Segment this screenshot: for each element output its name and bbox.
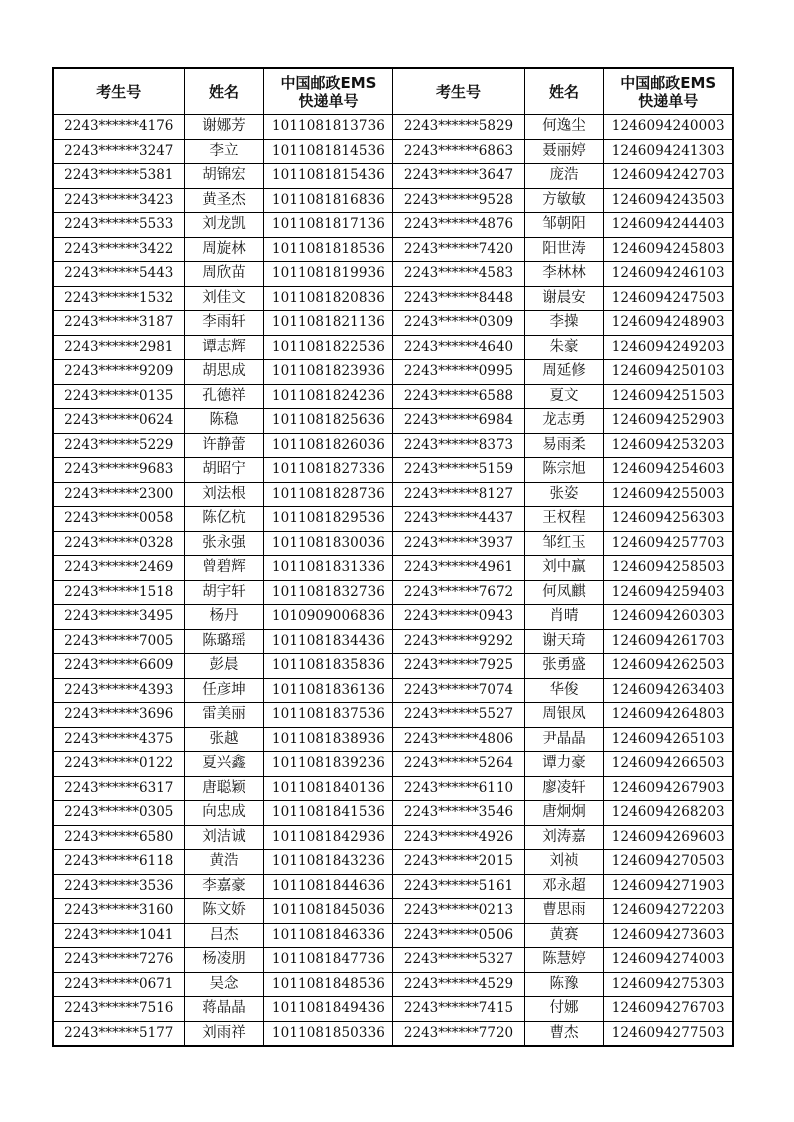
ems-tracking-table [52, 67, 734, 1047]
cell-name-right: 夏文 [524, 384, 604, 409]
cell-exam-id-right: 2243******7720 [393, 1021, 524, 1046]
cell-exam-id-left: 2243******0058 [53, 507, 184, 532]
cell-ems-number-left: 1011081816836 [264, 188, 393, 213]
header-ems-line1: 中国邮政EMS [620, 73, 717, 92]
cell-ems-number-left: 1010909006836 [264, 605, 393, 630]
cell-exam-id-right: 2243******4876 [393, 213, 524, 238]
cell-exam-id-left: 2243******1532 [53, 286, 184, 311]
cell-ems-number-left: 1011081844636 [264, 874, 393, 899]
cell-ems-number-right: 1246094240003 [604, 115, 733, 140]
table-row [53, 825, 733, 850]
cell-exam-id-right: 2243******8373 [393, 433, 524, 458]
table-row [53, 899, 733, 924]
cell-ems-number-right: 1246094269603 [604, 825, 733, 850]
cell-exam-id-right: 2243******5327 [393, 948, 524, 973]
cell-exam-id-left: 2243******5443 [53, 262, 184, 287]
cell-ems-number-right: 1246094255003 [604, 482, 733, 507]
cell-ems-number-left: 1011081824236 [264, 384, 393, 409]
cell-name-left: 唐聪颖 [184, 776, 264, 801]
cell-ems-number-right: 1246094265103 [604, 727, 733, 752]
cell-exam-id-right: 2243******5161 [393, 874, 524, 899]
cell-name-left: 曾碧辉 [184, 556, 264, 581]
cell-name-left: 胡思成 [184, 360, 264, 385]
cell-exam-id-left: 2243******2469 [53, 556, 184, 581]
cell-name-left: 刘洁诚 [184, 825, 264, 850]
cell-exam-id-right: 2243******4437 [393, 507, 524, 532]
cell-exam-id-right: 2243******3937 [393, 531, 524, 556]
table-body [53, 115, 733, 1047]
cell-ems-number-left: 1011081830036 [264, 531, 393, 556]
cell-exam-id-right: 2243******4640 [393, 335, 524, 360]
cell-exam-id-right: 2243******4806 [393, 727, 524, 752]
cell-ems-number-left: 1011081818536 [264, 237, 393, 262]
document-page [52, 67, 734, 1047]
cell-name-right: 谭力豪 [524, 752, 604, 777]
table-row [53, 286, 733, 311]
cell-exam-id-left: 2243******3536 [53, 874, 184, 899]
cell-name-left: 雷美丽 [184, 703, 264, 728]
cell-ems-number-left: 1011081821136 [264, 311, 393, 336]
cell-exam-id-left: 2243******5229 [53, 433, 184, 458]
cell-exam-id-left: 2243******3423 [53, 188, 184, 213]
table-row [53, 972, 733, 997]
table-row [53, 727, 733, 752]
cell-ems-number-left: 1011081846336 [264, 923, 393, 948]
cell-ems-number-right: 1246094247503 [604, 286, 733, 311]
cell-ems-number-right: 1246094244403 [604, 213, 733, 238]
cell-ems-number-right: 1246094266503 [604, 752, 733, 777]
cell-exam-id-right: 2243******7420 [393, 237, 524, 262]
cell-name-left: 吴念 [184, 972, 264, 997]
cell-exam-id-left: 2243******6609 [53, 654, 184, 679]
cell-name-left: 胡宇轩 [184, 580, 264, 605]
cell-exam-id-right: 2243******3546 [393, 801, 524, 826]
cell-ems-number-right: 1246094246103 [604, 262, 733, 287]
cell-name-left: 夏兴鑫 [184, 752, 264, 777]
cell-exam-id-right: 2243******2015 [393, 850, 524, 875]
table-row [53, 311, 733, 336]
cell-name-right: 邓永超 [524, 874, 604, 899]
cell-ems-number-right: 1246094275303 [604, 972, 733, 997]
cell-name-right: 王权程 [524, 507, 604, 532]
header-exam-id-left: 考生号 [53, 68, 184, 115]
cell-ems-number-right: 1246094271903 [604, 874, 733, 899]
cell-ems-number-right: 1246094253203 [604, 433, 733, 458]
cell-exam-id-right: 2243******6863 [393, 139, 524, 164]
cell-ems-number-right: 1246094268203 [604, 801, 733, 826]
cell-ems-number-right: 1246094260303 [604, 605, 733, 630]
cell-ems-number-right: 1246094273603 [604, 923, 733, 948]
cell-name-right: 庞浩 [524, 164, 604, 189]
cell-name-left: 黄圣杰 [184, 188, 264, 213]
cell-name-right: 刘祯 [524, 850, 604, 875]
cell-exam-id-right: 2243******4583 [393, 262, 524, 287]
cell-exam-id-right: 2243******8448 [393, 286, 524, 311]
cell-ems-number-right: 1246094270503 [604, 850, 733, 875]
cell-ems-number-left: 1011081845036 [264, 899, 393, 924]
cell-name-right: 曹思雨 [524, 899, 604, 924]
table-row [53, 654, 733, 679]
cell-ems-number-right: 1246094262503 [604, 654, 733, 679]
table-row [53, 556, 733, 581]
header-row [53, 68, 733, 115]
header-ems-line2: 快递单号 [638, 91, 699, 110]
cell-ems-number-left: 1011081848536 [264, 972, 393, 997]
cell-name-right: 邹朝阳 [524, 213, 604, 238]
cell-ems-number-right: 1246094249203 [604, 335, 733, 360]
table-row [53, 507, 733, 532]
cell-name-right: 阳世涛 [524, 237, 604, 262]
cell-ems-number-left: 1011081839236 [264, 752, 393, 777]
cell-name-right: 聂丽婷 [524, 139, 604, 164]
cell-name-left: 胡锦宏 [184, 164, 264, 189]
cell-name-left: 彭晨 [184, 654, 264, 679]
header-name-left: 姓名 [184, 68, 264, 115]
cell-name-right: 肖晴 [524, 605, 604, 630]
cell-name-left: 李嘉豪 [184, 874, 264, 899]
cell-ems-number-right: 1246094272203 [604, 899, 733, 924]
cell-exam-id-right: 2243******7925 [393, 654, 524, 679]
cell-exam-id-left: 2243******3160 [53, 899, 184, 924]
cell-ems-number-left: 1011081832736 [264, 580, 393, 605]
table-row [53, 213, 733, 238]
cell-name-right: 廖凌轩 [524, 776, 604, 801]
cell-exam-id-left: 2243******9209 [53, 360, 184, 385]
cell-exam-id-left: 2243******7516 [53, 997, 184, 1022]
table-row [53, 923, 733, 948]
cell-ems-number-left: 1011081840136 [264, 776, 393, 801]
cell-name-right: 张勇盛 [524, 654, 604, 679]
cell-ems-number-left: 1011081834436 [264, 629, 393, 654]
cell-name-right: 谢晨安 [524, 286, 604, 311]
cell-name-left: 黄浩 [184, 850, 264, 875]
cell-name-right: 陈豫 [524, 972, 604, 997]
cell-ems-number-left: 1011081820836 [264, 286, 393, 311]
cell-name-right: 尹晶晶 [524, 727, 604, 752]
cell-exam-id-left: 2243******7276 [53, 948, 184, 973]
cell-ems-number-left: 1011081850336 [264, 1021, 393, 1046]
table-row [53, 139, 733, 164]
cell-exam-id-right: 2243******5159 [393, 458, 524, 483]
cell-exam-id-left: 2243******6580 [53, 825, 184, 850]
table-row [53, 458, 733, 483]
cell-ems-number-left: 1011081835836 [264, 654, 393, 679]
header-ems-line2: 快递单号 [298, 91, 359, 110]
table-row [53, 409, 733, 434]
cell-name-right: 易雨柔 [524, 433, 604, 458]
cell-exam-id-right: 2243******4926 [393, 825, 524, 850]
table-row [53, 752, 733, 777]
cell-exam-id-right: 2243******0943 [393, 605, 524, 630]
cell-name-right: 朱豪 [524, 335, 604, 360]
header-name-right: 姓名 [524, 68, 604, 115]
table-row [53, 335, 733, 360]
cell-ems-number-left: 1011081842936 [264, 825, 393, 850]
cell-ems-number-left: 1011081814536 [264, 139, 393, 164]
cell-ems-number-right: 1246094261703 [604, 629, 733, 654]
cell-name-right: 何凤麒 [524, 580, 604, 605]
cell-exam-id-left: 2243******5533 [53, 213, 184, 238]
cell-ems-number-left: 1011081829536 [264, 507, 393, 532]
table-row [53, 164, 733, 189]
cell-exam-id-right: 2243******7074 [393, 678, 524, 703]
cell-exam-id-left: 2243******4176 [53, 115, 184, 140]
cell-exam-id-right: 2243******3647 [393, 164, 524, 189]
cell-exam-id-left: 2243******3247 [53, 139, 184, 164]
cell-ems-number-left: 1011081819936 [264, 262, 393, 287]
cell-exam-id-right: 2243******0995 [393, 360, 524, 385]
cell-ems-number-right: 1246094254603 [604, 458, 733, 483]
cell-ems-number-left: 1011081836136 [264, 678, 393, 703]
cell-exam-id-right: 2243******9528 [393, 188, 524, 213]
table-row [53, 237, 733, 262]
cell-ems-number-right: 1246094243503 [604, 188, 733, 213]
cell-name-right: 邹红玉 [524, 531, 604, 556]
cell-name-right: 张姿 [524, 482, 604, 507]
table-row [53, 1021, 733, 1046]
cell-ems-number-left: 1011081817136 [264, 213, 393, 238]
cell-exam-id-right: 2243******0213 [393, 899, 524, 924]
cell-exam-id-right: 2243******6110 [393, 776, 524, 801]
cell-ems-number-left: 1011081837536 [264, 703, 393, 728]
cell-exam-id-left: 2243******3696 [53, 703, 184, 728]
cell-ems-number-left: 1011081813736 [264, 115, 393, 140]
cell-name-left: 孔德祥 [184, 384, 264, 409]
cell-exam-id-left: 2243******1041 [53, 923, 184, 948]
cell-name-left: 谢娜芳 [184, 115, 264, 140]
cell-name-left: 张永强 [184, 531, 264, 556]
cell-name-left: 刘龙凯 [184, 213, 264, 238]
cell-ems-number-left: 1011081831336 [264, 556, 393, 581]
cell-name-left: 蒋晶晶 [184, 997, 264, 1022]
cell-exam-id-left: 2243******0135 [53, 384, 184, 409]
table-row [53, 703, 733, 728]
cell-ems-number-left: 1011081826036 [264, 433, 393, 458]
cell-ems-number-right: 1246094242703 [604, 164, 733, 189]
cell-name-right: 付娜 [524, 997, 604, 1022]
cell-exam-id-left: 2243******3187 [53, 311, 184, 336]
cell-name-left: 吕杰 [184, 923, 264, 948]
cell-name-left: 李立 [184, 139, 264, 164]
cell-name-right: 华俊 [524, 678, 604, 703]
cell-ems-number-right: 1246094248903 [604, 311, 733, 336]
cell-name-left: 陈稳 [184, 409, 264, 434]
cell-name-left: 刘法根 [184, 482, 264, 507]
cell-ems-number-right: 1246094274003 [604, 948, 733, 973]
cell-exam-id-left: 2243******0122 [53, 752, 184, 777]
cell-ems-number-right: 1246094250103 [604, 360, 733, 385]
cell-name-right: 刘中赢 [524, 556, 604, 581]
cell-name-right: 方敏敏 [524, 188, 604, 213]
cell-exam-id-left: 2243******2981 [53, 335, 184, 360]
cell-exam-id-right: 2243******8127 [393, 482, 524, 507]
cell-exam-id-left: 2243******0328 [53, 531, 184, 556]
table-row [53, 678, 733, 703]
cell-exam-id-right: 2243******7415 [393, 997, 524, 1022]
cell-name-right: 周银凤 [524, 703, 604, 728]
cell-ems-number-right: 1246094245803 [604, 237, 733, 262]
cell-exam-id-right: 2243******4961 [393, 556, 524, 581]
cell-ems-number-right: 1246094267903 [604, 776, 733, 801]
table-row [53, 433, 733, 458]
cell-ems-number-right: 1246094241303 [604, 139, 733, 164]
cell-ems-number-left: 1011081815436 [264, 164, 393, 189]
cell-name-right: 李林林 [524, 262, 604, 287]
cell-ems-number-right: 1246094276703 [604, 997, 733, 1022]
cell-exam-id-left: 2243******2300 [53, 482, 184, 507]
cell-name-left: 李雨轩 [184, 311, 264, 336]
cell-ems-number-left: 1011081849436 [264, 997, 393, 1022]
cell-name-left: 许静蕾 [184, 433, 264, 458]
cell-name-left: 任彦坤 [184, 678, 264, 703]
table-row [53, 801, 733, 826]
cell-ems-number-right: 1246094263403 [604, 678, 733, 703]
cell-exam-id-left: 2243******3495 [53, 605, 184, 630]
table-row [53, 776, 733, 801]
cell-ems-number-right: 1246094251503 [604, 384, 733, 409]
cell-exam-id-right: 2243******6588 [393, 384, 524, 409]
cell-name-right: 陈宗旭 [524, 458, 604, 483]
cell-exam-id-right: 2243******0506 [393, 923, 524, 948]
cell-name-left: 胡昭宁 [184, 458, 264, 483]
cell-exam-id-left: 2243******4393 [53, 678, 184, 703]
header-exam-id-right: 考生号 [393, 68, 524, 115]
table-row [53, 948, 733, 973]
cell-name-right: 刘涛嘉 [524, 825, 604, 850]
cell-ems-number-left: 1011081822536 [264, 335, 393, 360]
cell-exam-id-right: 2243******4529 [393, 972, 524, 997]
cell-exam-id-right: 2243******9292 [393, 629, 524, 654]
table-row [53, 531, 733, 556]
header-ems-left [264, 68, 393, 115]
cell-exam-id-right: 2243******0309 [393, 311, 524, 336]
header-ems-line1: 中国邮政EMS [280, 73, 377, 92]
cell-ems-number-left: 1011081841536 [264, 801, 393, 826]
table-row [53, 384, 733, 409]
cell-exam-id-left: 2243******0671 [53, 972, 184, 997]
table-row [53, 850, 733, 875]
cell-name-left: 杨凌朋 [184, 948, 264, 973]
cell-name-left: 陈文娇 [184, 899, 264, 924]
cell-exam-id-right: 2243******6984 [393, 409, 524, 434]
cell-name-right: 陈慧婷 [524, 948, 604, 973]
cell-ems-number-right: 1246094259403 [604, 580, 733, 605]
cell-exam-id-right: 2243******5527 [393, 703, 524, 728]
cell-exam-id-left: 2243******1518 [53, 580, 184, 605]
cell-ems-number-left: 1011081823936 [264, 360, 393, 385]
cell-name-left: 杨丹 [184, 605, 264, 630]
cell-ems-number-left: 1011081827336 [264, 458, 393, 483]
cell-ems-number-right: 1246094257703 [604, 531, 733, 556]
cell-name-left: 周旋林 [184, 237, 264, 262]
table-row [53, 629, 733, 654]
cell-name-right: 曹杰 [524, 1021, 604, 1046]
cell-exam-id-left: 2243******6118 [53, 850, 184, 875]
cell-ems-number-left: 1011081825636 [264, 409, 393, 434]
table-row [53, 605, 733, 630]
cell-exam-id-right: 2243******5829 [393, 115, 524, 140]
cell-exam-id-left: 2243******5177 [53, 1021, 184, 1046]
cell-name-right: 周延修 [524, 360, 604, 385]
cell-ems-number-right: 1246094256303 [604, 507, 733, 532]
cell-name-left: 刘雨祥 [184, 1021, 264, 1046]
cell-ems-number-right: 1246094252903 [604, 409, 733, 434]
cell-exam-id-left: 2243******3422 [53, 237, 184, 262]
cell-name-right: 黄赛 [524, 923, 604, 948]
cell-name-left: 向忠成 [184, 801, 264, 826]
cell-ems-number-right: 1246094277503 [604, 1021, 733, 1046]
cell-ems-number-left: 1011081843236 [264, 850, 393, 875]
cell-exam-id-left: 2243******7005 [53, 629, 184, 654]
cell-name-right: 何逸尘 [524, 115, 604, 140]
table-row [53, 482, 733, 507]
cell-name-left: 张越 [184, 727, 264, 752]
cell-name-left: 陈亿杭 [184, 507, 264, 532]
table-row [53, 874, 733, 899]
cell-ems-number-right: 1246094258503 [604, 556, 733, 581]
cell-exam-id-left: 2243******0624 [53, 409, 184, 434]
cell-exam-id-right: 2243******7672 [393, 580, 524, 605]
table-row [53, 188, 733, 213]
cell-name-right: 龙志勇 [524, 409, 604, 434]
cell-name-left: 谭志辉 [184, 335, 264, 360]
cell-name-right: 唐炯炯 [524, 801, 604, 826]
cell-ems-number-left: 1011081828736 [264, 482, 393, 507]
table-row [53, 115, 733, 140]
cell-exam-id-left: 2243******9683 [53, 458, 184, 483]
cell-exam-id-left: 2243******5381 [53, 164, 184, 189]
header-ems-right [604, 68, 733, 115]
table-row [53, 262, 733, 287]
cell-ems-number-left: 1011081838936 [264, 727, 393, 752]
cell-name-right: 谢天琦 [524, 629, 604, 654]
cell-name-left: 陈璐瑶 [184, 629, 264, 654]
table-row [53, 580, 733, 605]
cell-name-right: 李操 [524, 311, 604, 336]
cell-exam-id-left: 2243******0305 [53, 801, 184, 826]
cell-name-left: 周欣苗 [184, 262, 264, 287]
cell-exam-id-left: 2243******6317 [53, 776, 184, 801]
cell-exam-id-left: 2243******4375 [53, 727, 184, 752]
cell-name-left: 刘佳文 [184, 286, 264, 311]
cell-ems-number-right: 1246094264803 [604, 703, 733, 728]
cell-ems-number-left: 1011081847736 [264, 948, 393, 973]
cell-exam-id-right: 2243******5264 [393, 752, 524, 777]
table-row [53, 360, 733, 385]
table-row [53, 997, 733, 1022]
